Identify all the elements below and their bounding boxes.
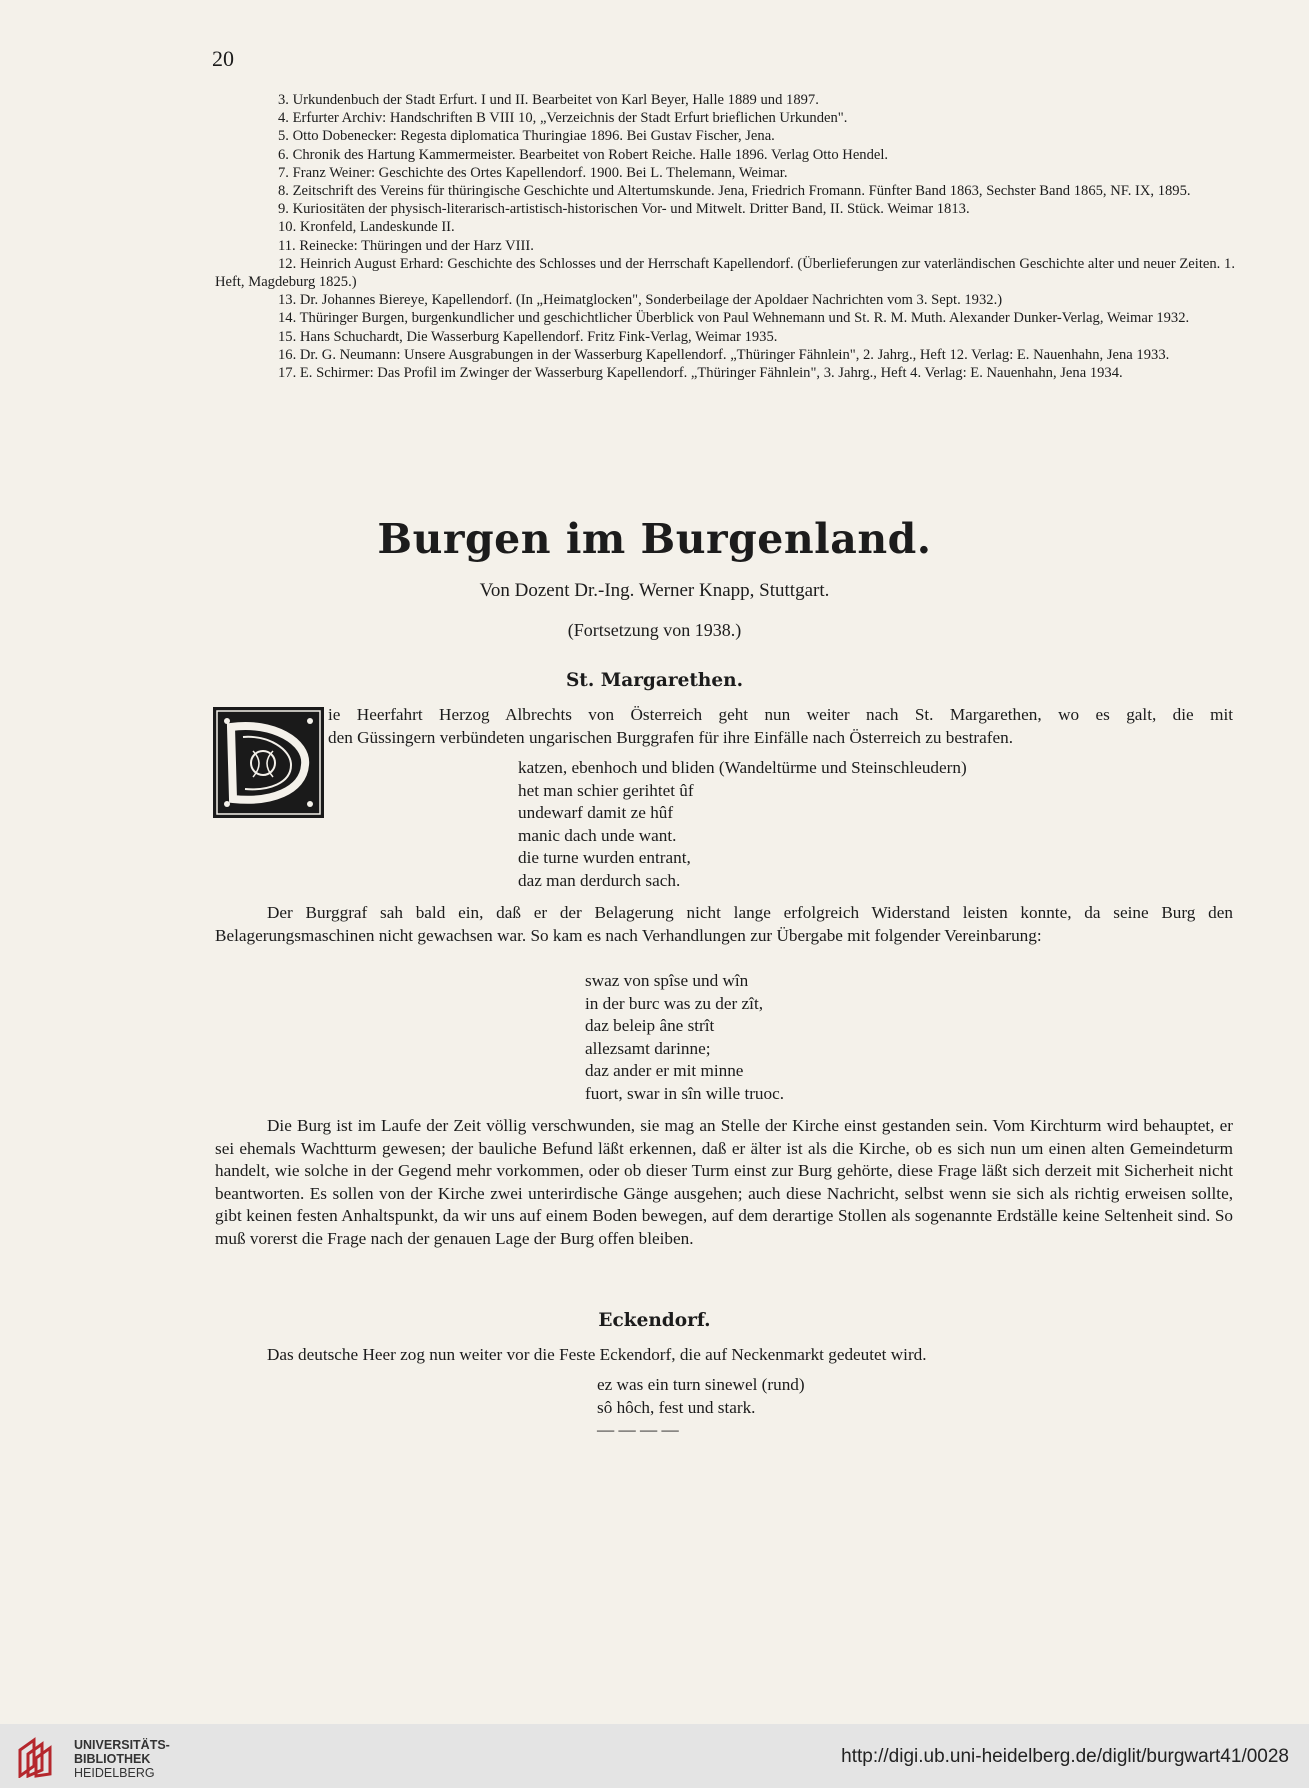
reference-item: 9. Kuriositäten der physisch-literarisch-artistisch-historischen Vor- und Mitwelt. Dritter Band, II. Stück. Weimar 1813. (278, 201, 970, 218)
reference-item: 3. Urkundenbuch der Stadt Erfurt. I und II. Bearbeitet von Karl Beyer, Halle 1889 und 1897. (278, 92, 819, 108)
article-title: Burgen im Burgenland. (377, 515, 932, 563)
paragraph-siege (215, 902, 1233, 947)
page-number: 20 (212, 46, 234, 71)
reference-item: 10. Kronfeld, Landeskunde II. (278, 219, 455, 236)
intro-line-1: ie Heerfahrt Herzog Albrechts von Österreich geht nun weiter nach St. Margarethen, wo es galt, die mit (328, 705, 1233, 724)
verse-line: — — — — (597, 1420, 679, 1440)
verse-line: manic dach unde want. (518, 825, 677, 845)
paragraph-text: Die Burg ist im Laufe der Zeit völlig verschwunden, sie mag an Stelle der Kirche einst gestanden sein. Vom Kirchturm wird behauptet, er sei ehemals Wachtturm gewesen; der bauliche Befund läßt erkennen, daß er älter ist als die Kirche, ob es sich nun um einen alten Gemeindeturm handelt, wie solche in der Gegend mehr vorkommen, oder ob dieser Turm einst zur Burg gehörte, diese Frage läßt sich derzeit mit Sicherheit nicht beantworten. Es sollen von der Kirche zwei unterirdische Gänge ausgehen; auch diese Nachricht, selbst wenn sie sich als richtig erweisen sollte, gibt keinen festen Anhaltspunkt, da wir uns auf einem Boden bewegen, auf dem derartige Stollen als sogenannte Erdställe keine Seltenheit sind. So muß vorerst die Frage nach der genauen Lage der Burg offen bleiben. (215, 1116, 1233, 1248)
paragraph-church (215, 1115, 1233, 1251)
verse-block-2 (585, 970, 784, 1106)
verse-line: in der burc was zu der zît, (585, 993, 764, 1013)
reference-item: 7. Franz Weiner: Geschichte des Ortes Kapellendorf. 1900. Bei L. Thelemann, Weimar. (278, 164, 788, 181)
reference-item: 16. Dr. G. Neumann: Unsere Ausgrabungen in der Wasserburg Kapellendorf. „Thüringer Fähnlein", 2. Jahrg., Heft 12. Verlag: E. Nauenhahn, Jena 1933. (278, 346, 1170, 363)
article-byline: Von Dozent Dr.-Ing. Werner Knapp, Stuttgart. (479, 580, 830, 601)
reference-item: 8. Zeitschrift des Vereins für thüringische Geschichte und Altertumskunde. Jena, Friedrich Fromann. Fünfter Band 1863, Sechster Band 1865, NF. IX, 1895. (278, 183, 1191, 200)
verse-line: daz beleip âne strît (585, 1016, 715, 1036)
reference-item: 13. Dr. Johannes Biereye, Kapellendorf. (In „Heimatglocken", Sonderbeilage der Apoldaer Nachrichten vom 3. Sept. 1932.) (278, 292, 1003, 309)
decorated-initial-d-icon (213, 707, 324, 818)
verse-line: die turne wurden entrant, (518, 848, 691, 868)
reference-item: 14. Thüringer Burgen, burgenkundlicher und geschichtlicher Überblick von Paul Wehnemann und St. R. M. Muth. Alexander Dunker-Verlag, Weimar 1932. (278, 310, 1190, 327)
library-logo-icon (14, 1736, 62, 1778)
intro-line-2: den Güssingern verbündeten ungarischen Burggrafen für ihre Einfälle nach Österreich zu bestrafen. (328, 728, 1014, 747)
section-heading-st-margarethen: St. Margarethen. (565, 670, 744, 691)
library-name (74, 1738, 170, 1780)
paragraph-eckendorf (215, 1344, 1233, 1367)
reference-item: 12. Heinrich August Erhard: Geschichte des Schlosses und der Herrschaft Kapellendorf. (Überlieferungen zur vaterländischen Geschichte alter und neuer Zeiten. 1. Heft, Magdeburg 1825.) (215, 255, 1235, 291)
verse-line: swaz von spîse und wîn (585, 971, 749, 990)
reference-item: 6. Chronik des Hartung Kammermeister. Bearbeitet von Robert Reiche. Halle 1896. Verlag Otto Hendel. (278, 146, 889, 163)
verse-line: undewarf damit ze hûf (518, 803, 674, 823)
verse-line: daz ander er mit minne (585, 1061, 744, 1081)
article-continuation: (Fortsetzung von 1938.) (567, 620, 742, 640)
reference-list (215, 91, 1235, 382)
verse-block-3 (597, 1374, 805, 1442)
verse-line: daz man derdurch sach. (518, 870, 681, 890)
verse-line: fuort, swar in sîn wille truoc. (585, 1083, 785, 1103)
verse-line: allezsamt darinne; (585, 1038, 711, 1058)
verse-line: het man schier gerihtet ûf (518, 780, 694, 800)
reference-item: 15. Hans Schuchardt, Die Wasserburg Kapellendorf. Fritz Fink-Verlag, Weimar 1935. (278, 328, 778, 345)
library-name-line: HEIDELBERG (74, 1766, 155, 1780)
verse-line: katzen, ebenhoch und bliden (Wandeltürme und Steinschleudern) (518, 758, 967, 777)
reference-item: 5. Otto Dobenecker: Regesta diplomatica Thuringiae 1896. Bei Gustav Fischer, Jena. (278, 128, 775, 145)
source-url-link[interactable]: http://digi.ub.uni-heidelberg.de/diglit/burgwart41/0028 (841, 1746, 1289, 1767)
paragraph-text: Der Burggraf sah bald ein, daß er der Belagerung nicht lange erfolgreich Widerstand leisten konnte, da seine Burg den Belagerungsmaschinen nicht gewachsen war. So kam es nach Verhandlungen zur Übergabe mit folgender Vereinbarung: (215, 903, 1233, 945)
verse-block-1 (518, 757, 967, 893)
verse-line: sô hôch, fest und stark. (597, 1397, 756, 1417)
verse-line: ez was ein turn sinewel (rund) (597, 1375, 805, 1394)
paragraph-text: Das deutsche Heer zog nun weiter vor die Feste Eckendorf, die auf Neckenmarkt gedeutet wird. (267, 1345, 927, 1364)
reference-item: 17. E. Schirmer: Das Profil im Zwinger der Wasserburg Kapellendorf. „Thüringer Fähnlein", 3. Jahrg., Heft 4. Verlag: E. Nauenhahn, Jena 1934. (278, 365, 1123, 382)
section-heading-eckendorf: Eckendorf. (598, 1310, 711, 1331)
library-name-line: BIBLIOTHEK (74, 1752, 151, 1766)
library-name-line: UNIVERSITÄTS- (74, 1738, 170, 1752)
reference-item: 4. Erfurter Archiv: Handschriften B VIII 10, „Verzeichnis der Stadt Erfurt brieflichen Urkunden". (278, 110, 848, 127)
reference-item: 11. Reinecke: Thüringen und der Harz VIII. (278, 237, 534, 254)
